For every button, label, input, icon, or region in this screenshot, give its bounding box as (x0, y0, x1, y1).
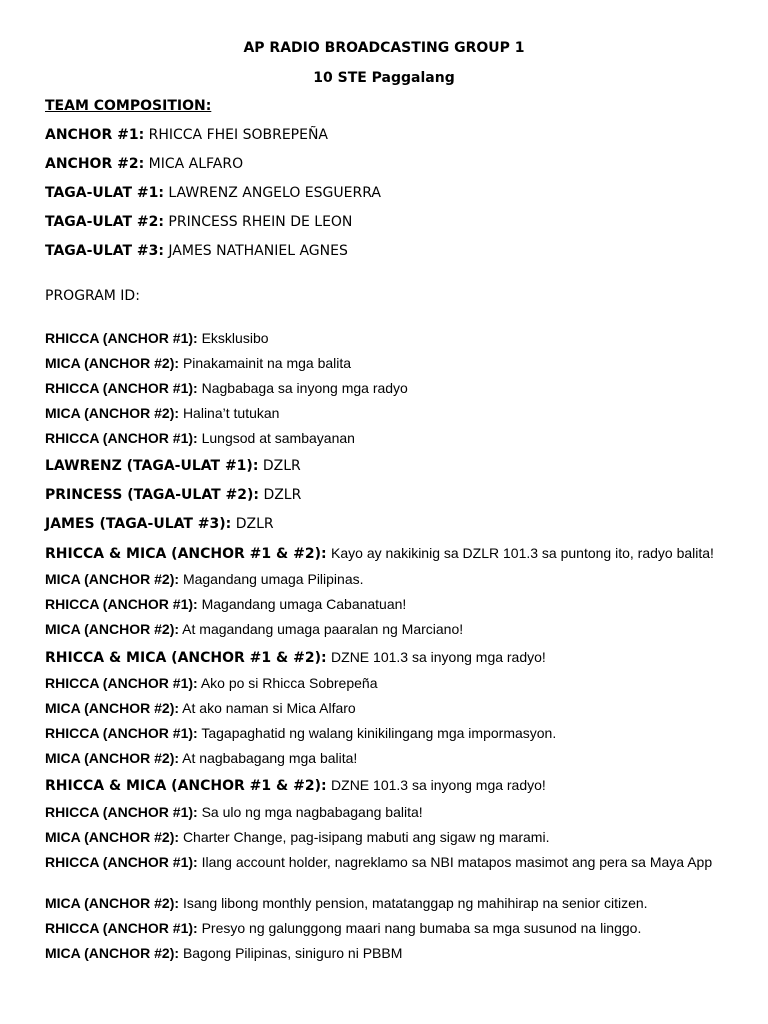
speaker-label: RHICCA (ANCHOR #1): (45, 920, 198, 936)
script-line (45, 777, 735, 795)
script-text: Lungsod at sambayanan (201, 430, 355, 446)
team-name: LAWRENZ ANGELO ESGUERRA (168, 185, 381, 201)
speaker-label: MICA (ANCHOR #2): (45, 355, 180, 371)
speaker-label: RHICCA (ANCHOR #1): (45, 854, 198, 870)
speaker-label: RHICCA (ANCHOR #1): (45, 380, 198, 396)
script-line (45, 545, 735, 563)
team-name: PRINCESS RHEIN DE LEON (168, 214, 353, 230)
speaker-label: MICA (ANCHOR #2): (45, 621, 180, 637)
script-text: Kayo ay nakikinig sa DZLR 101.3 sa puntong ito, radyo balita! (331, 545, 714, 561)
program-id-label: PROGRAM ID: (45, 288, 140, 304)
script-text: Presyo ng galunggong maari nang bumaba sa mga susunod na linggo. (201, 920, 642, 936)
script-line (45, 675, 735, 691)
team-member (45, 185, 735, 202)
speaker-label: RHICCA (ANCHOR #1): (45, 804, 198, 820)
document-subtitle: 10 STE Paggalang (313, 70, 455, 86)
script-line (45, 649, 735, 667)
script-text: Tagapaghatid ng walang kinikilingang mga impormasyon. (201, 725, 557, 741)
script-text: Magandang umaga Pilipinas. (182, 571, 364, 587)
script-text: At magandang umaga paaralan ng Marciano! (182, 621, 464, 637)
document-title: AP RADIO BROADCASTING GROUP 1 (243, 40, 525, 56)
speaker-label: MICA (ANCHOR #2): (45, 829, 180, 845)
script-line (45, 405, 735, 421)
script-text: Pinakamainit na mga balita (182, 355, 352, 371)
script-text: Halina’t tutukan (182, 405, 280, 421)
team-composition-heading: TEAM COMPOSITION: (45, 98, 212, 114)
speaker-label: RHICCA (ANCHOR #1): (45, 596, 198, 612)
speaker-label: RHICCA (ANCHOR #1): (45, 675, 198, 691)
team-member (45, 156, 735, 173)
team-name: RHICCA FHEI SOBREPEÑA (148, 127, 329, 143)
speaker-label: RHICCA & MICA (ANCHOR #1 & #2): (45, 778, 327, 794)
script-line (45, 458, 735, 475)
script-text: Ako po si Rhicca Sobrepeña (200, 675, 378, 691)
script-text: Charter Change, pag-isipang mabuti ang sigaw ng marami. (182, 829, 550, 845)
script-text: Bagong Pilipinas, siniguro ni PBBM (182, 945, 403, 961)
team-role: TAGA-ULAT #2: (45, 214, 164, 230)
script-text: Magandang umaga Cabanatuan! (201, 596, 407, 612)
script-text: Nagbabaga sa inyong mga radyo (201, 380, 408, 396)
team-role: TAGA-ULAT #1: (45, 185, 164, 201)
speaker-label: PRINCESS (TAGA-ULAT #2): (45, 487, 259, 503)
script-text: DZNE 101.3 sa inyong mga radyo! (331, 649, 546, 665)
script-line (45, 945, 735, 961)
script-text: Sa ulo ng mga nagbabagang balita! (201, 804, 423, 820)
script-line (45, 380, 735, 396)
team-member (45, 214, 735, 231)
script-line (45, 804, 735, 820)
script-line (45, 487, 735, 504)
speaker-label: JAMES (TAGA-ULAT #3): (45, 516, 232, 532)
speaker-label: MICA (ANCHOR #2): (45, 700, 180, 716)
speaker-label: MICA (ANCHOR #2): (45, 571, 180, 587)
script-text: DZLR (262, 458, 301, 474)
script-line (45, 700, 735, 716)
script-text: Isang libong monthly pension, matatanggap ng mahihirap na senior citizen. (182, 895, 648, 911)
team-name: JAMES NATHANIEL AGNES (168, 243, 348, 259)
speaker-label: RHICCA (ANCHOR #1): (45, 725, 198, 741)
script-text: Eksklusibo (201, 330, 269, 346)
speaker-label: MICA (ANCHOR #2): (45, 405, 180, 421)
script-line (45, 854, 735, 870)
script-line (45, 571, 735, 587)
script-line (45, 330, 735, 346)
script-line (45, 895, 735, 911)
script-text: DZNE 101.3 sa inyong mga radyo! (331, 777, 546, 793)
team-role: ANCHOR #2: (45, 156, 145, 172)
script-text: At nagbabagang mga balita! (182, 750, 358, 766)
script-line (45, 829, 735, 845)
team-member (45, 127, 735, 144)
script-text: DZLR (235, 516, 274, 532)
script-text: DZLR (263, 487, 302, 503)
script-line (45, 516, 735, 533)
team-name: MICA ALFARO (148, 156, 244, 172)
speaker-label: RHICCA (ANCHOR #1): (45, 330, 198, 346)
speaker-label: RHICCA & MICA (ANCHOR #1 & #2): (45, 546, 327, 562)
team-role: ANCHOR #1: (45, 127, 145, 143)
script-line (45, 430, 735, 446)
speaker-label: LAWRENZ (TAGA-ULAT #1): (45, 458, 259, 474)
speaker-label: MICA (ANCHOR #2): (45, 750, 180, 766)
speaker-label: RHICCA & MICA (ANCHOR #1 & #2): (45, 650, 327, 666)
script-line (45, 596, 735, 612)
speaker-label: MICA (ANCHOR #2): (45, 895, 180, 911)
script-line (45, 355, 735, 371)
speaker-label: RHICCA (ANCHOR #1): (45, 430, 198, 446)
team-member (45, 243, 735, 260)
team-role: TAGA-ULAT #3: (45, 243, 164, 259)
speaker-label: MICA (ANCHOR #2): (45, 945, 180, 961)
script-line (45, 621, 735, 637)
script-line (45, 750, 735, 766)
script-text: At ako naman si Mica Alfaro (182, 700, 356, 716)
script-text: Ilang account holder, nagreklamo sa NBI matapos masimot ang pera sa Maya App (201, 854, 713, 870)
script-line (45, 725, 735, 741)
script-line (45, 920, 735, 936)
